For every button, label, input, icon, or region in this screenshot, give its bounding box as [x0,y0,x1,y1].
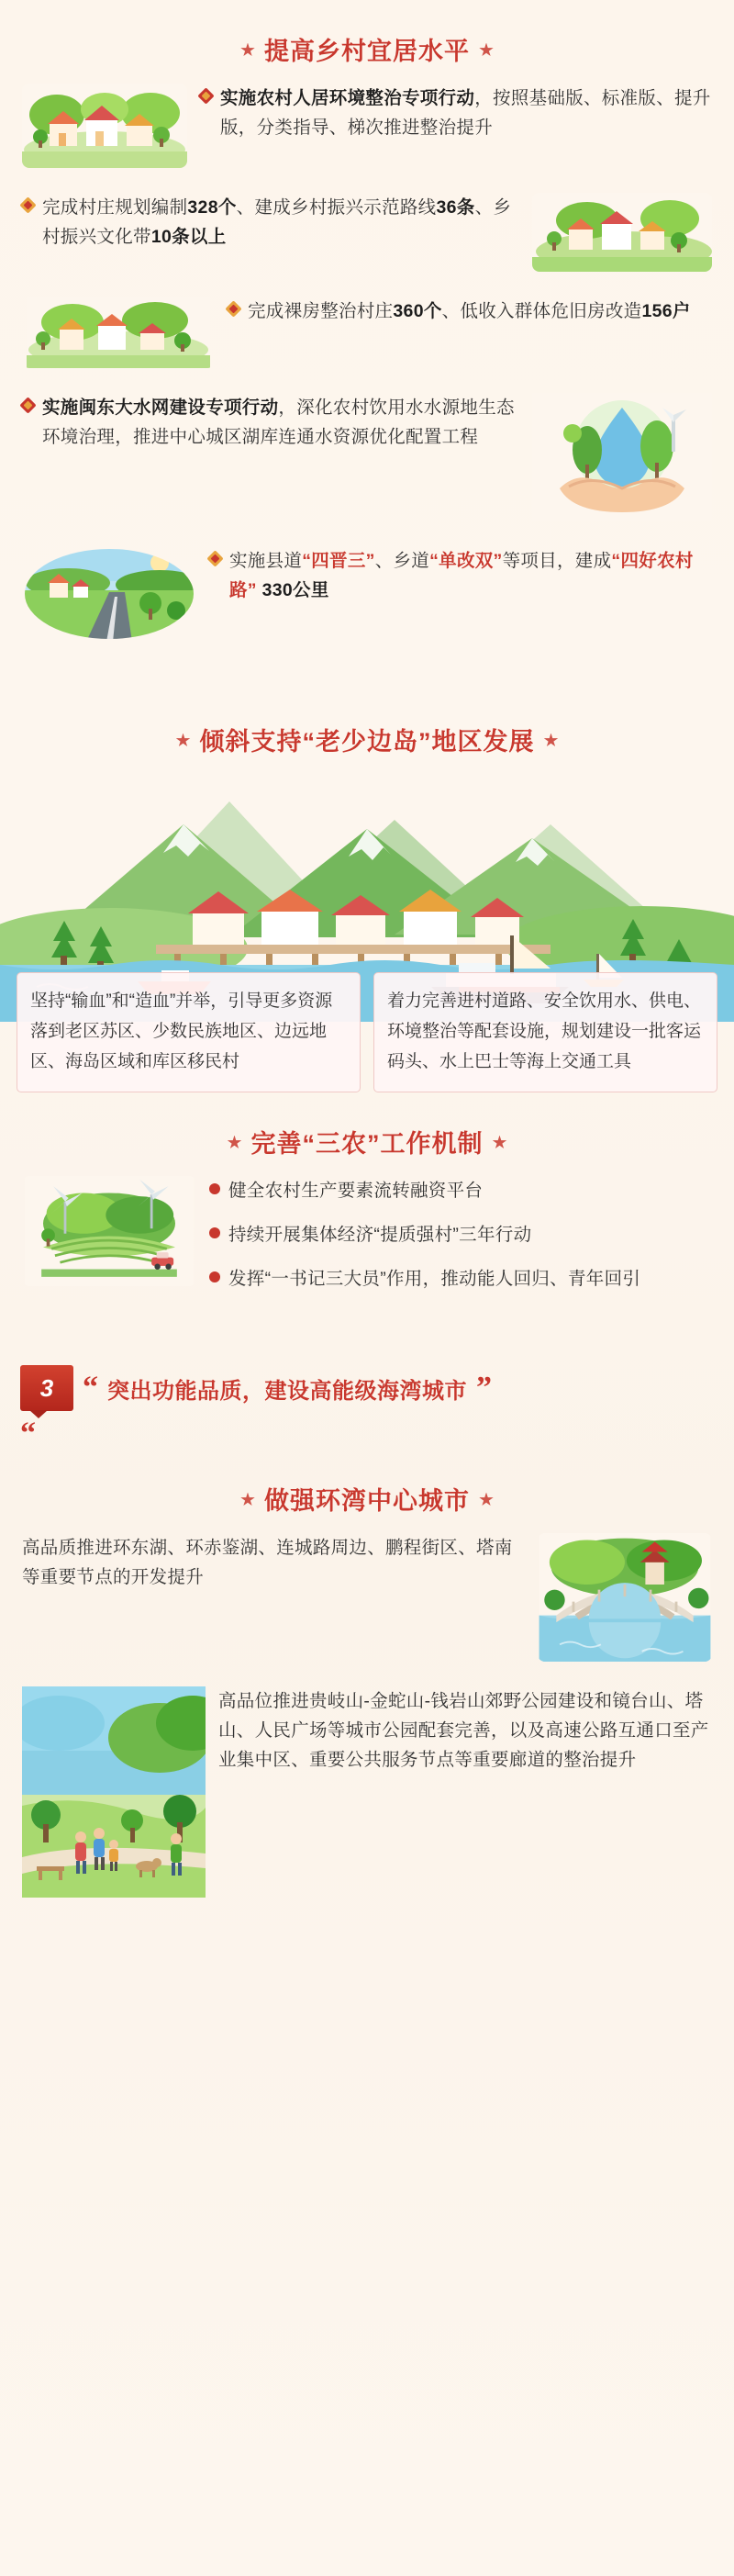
diamond-bullet-icon [19,397,36,413]
dot-bullet-icon [209,1183,220,1194]
illustration-village-2 [532,193,712,276]
star-icon [237,39,264,60]
illustration-village-1 [22,84,187,173]
illustration-village-3 [22,297,215,373]
text-block-3 [228,297,712,326]
card-group-old-areas [0,972,734,1092]
diamond-bullet-icon [197,87,214,104]
text-block-sannong [209,1176,712,1294]
park-illustration-svg [22,1686,206,1898]
numbered-section-title: 突出功能品质，建设高能级海湾城市 [107,1378,467,1404]
content-row-2 [0,193,734,276]
numbered-section-banner [0,1365,734,1411]
section-title: 倾斜支持“老少边岛”地区发展 [199,728,535,756]
section-header-rural-living [0,31,734,67]
content-row-5 [0,546,734,646]
star-icon [470,39,497,60]
diamond-bullet-icon [206,550,223,566]
village-illustration-svg [22,297,215,368]
diamond-bullet-icon [19,196,36,213]
star-icon [172,730,200,750]
bullet-item [209,1176,712,1205]
bullet-item [209,1264,712,1294]
bullet-text: 完成村庄规划编制328个、建成乡村振兴示范路线36条、乡村振兴文化带10条以上 [42,197,512,247]
star-icon [535,730,562,750]
section-title: 做强环湾中心城市 [264,1487,470,1515]
bullet-item [22,193,519,252]
illustration-stone-bridge [538,1533,712,1666]
dot-bullet-icon [209,1271,220,1282]
text-block-bay-1 [22,1533,525,1592]
bullet-text: 实施县道“四晋三”、乡道“单改双”等项目，建成“四好农村路” 330公里 [229,551,694,600]
content-row-bay-2 [0,1686,734,1902]
section-header-sannong [0,1124,734,1159]
content-row-bay-1 [0,1533,734,1666]
bullet-text: 实施农村人居环境整治专项行动，按照基础版、标准版、提升版，分类指导、梯次推进整治提升 [220,88,711,138]
section-title: 提高乡村宜居水平 [264,38,470,65]
section-number: 3 [20,1365,73,1411]
bullet-text: 持续开展集体经济“提质强村”三年行动 [228,1225,532,1245]
section-title: 完善“三农”工作机制 [250,1130,484,1158]
star-icon [237,1489,264,1509]
farmland-illustration-svg [22,1176,196,1286]
star-icon [224,1132,251,1152]
info-card: 着力完善进村道路、安全饮用水、供电、环境整治等配套设施，规划建设一批客运码头、水上巴士等海上交通工具 [373,972,717,1092]
bullet-text: 健全农村生产要素流转融资平台 [228,1181,484,1201]
dot-bullet-icon [209,1227,220,1238]
section-header-bay-city [0,1481,734,1517]
bullet-item [228,297,712,326]
diamond-bullet-icon [225,300,241,317]
bullet-text: 实施闽东大水网建设专项行动，深化农村饮用水水源地生态环境治理，推进中心城区湖库连通水资源优化配置工程 [42,398,515,447]
paragraph: 高品位推进贵岐山-金蛇山-钱岩山郊野公园建设和镜台山、塔山、人民广场等城市公园配套完善，以及高速公路互通口至产业集中区、重要公共服务节点等重要廊道的整治提升 [218,1691,709,1770]
info-card: 坚持“输血”和“造血”并举，引导更多资源落到老区苏区、少数民族地区、边远地区、海岛区域和库区移民村 [17,972,361,1092]
village-illustration-svg [22,84,187,168]
section-header-old-areas [0,722,734,757]
text-block-bay-2 [218,1686,712,1775]
content-row-3 [0,297,734,373]
content-row-sannong [0,1176,734,1294]
stone-bridge-illustration-svg [538,1533,712,1662]
quote-mark-icon: “ [20,1417,36,1450]
village-illustration-svg [532,193,712,272]
paragraph: 高品质推进环东湖、环赤鉴湖、连城路周边、鹏程街区、塔南等重要节点的开发提升 [22,1538,513,1587]
text-block-5 [209,546,712,605]
quote-mark-icon: ” [476,1371,492,1405]
illustration-water-hands [532,393,712,526]
content-row-1 [0,84,734,173]
illustration-park-people [22,1686,206,1902]
text-block-2 [22,193,519,252]
bullet-item [200,84,712,142]
illustration-rural-road [22,546,196,646]
quote-mark-icon: “ [83,1371,98,1405]
bullet-text: 发挥“一书记三大员”作用，推动能人回归、青年回引 [228,1269,641,1289]
bullet-item [209,546,712,605]
bullet-item [22,393,519,452]
bullet-text: 完成裸房整治村庄360个、低收入群体危旧房改造156户 [248,301,691,321]
text-block-1 [200,84,712,142]
text-block-4 [22,393,519,452]
star-icon [484,1132,511,1152]
star-icon [470,1489,497,1509]
water-hands-illustration-svg [532,393,712,521]
quote-row-bottom [0,1418,734,1450]
rural-road-illustration-svg [22,546,196,642]
content-row-4 [0,393,734,526]
bullet-item [209,1220,712,1249]
illustration-farmland [22,1176,196,1291]
